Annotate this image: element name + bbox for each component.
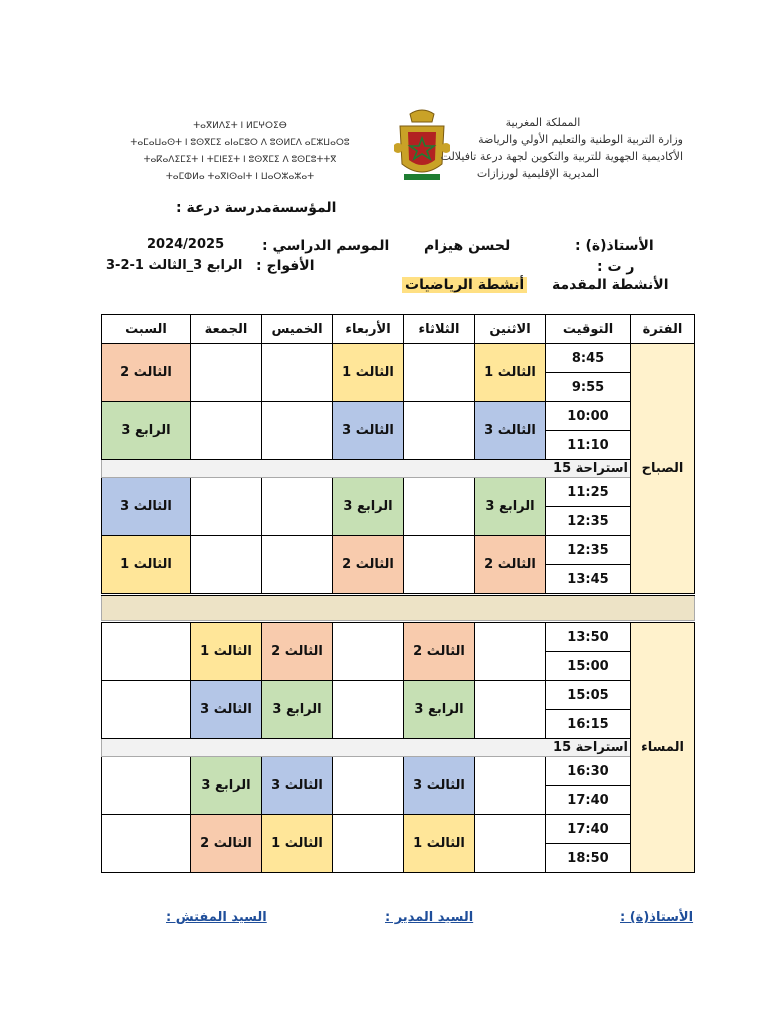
header-tifinagh-line-3: ⵜⴰⴽⴰⴷⵉⵎⵉⵜ ⵏ ⵜⵎⵏⴹⵉⵜ ⵏ ⵓⵙⴳⵎⵉ ⴷ ⵓⵙⵎⵓⵜⵜⴳ [143, 155, 337, 165]
class-cell [262, 536, 333, 594]
class-cell [262, 344, 333, 402]
time-end: 11:10 [546, 431, 631, 460]
evening-period-cell: المساء [631, 623, 695, 873]
class-cell: الثالث 2 [102, 344, 191, 402]
class-cell [475, 623, 546, 681]
rt-label: ر ت : [597, 259, 635, 275]
time-start: 16:30 [546, 757, 631, 786]
class-cell [333, 681, 404, 739]
header-monday: الاثنين [475, 315, 546, 344]
class-cell [191, 402, 262, 460]
activities-highlight: أنشطة الرياضيات [402, 277, 527, 293]
time-start: 11:25 [546, 478, 631, 507]
class-cell: الرابع 3 [333, 478, 404, 536]
time-end: 18:50 [546, 844, 631, 873]
class-cell: الرابع 3 [191, 757, 262, 815]
institution-line [176, 200, 336, 216]
activities-value [402, 277, 527, 293]
header-time: التوقيت [546, 315, 631, 344]
class-cell: الثالث 2 [333, 536, 404, 594]
teacher-label: الأستاذ(ة) : [575, 238, 654, 254]
class-cell [404, 478, 475, 536]
class-cell [102, 757, 191, 815]
schedule-row [102, 815, 695, 844]
header-tuesday: الثلاثاء [404, 315, 475, 344]
time-start: 12:35 [546, 536, 631, 565]
header-friday: الجمعة [191, 315, 262, 344]
class-cell [404, 402, 475, 460]
class-cell: الثالث 3 [404, 757, 475, 815]
class-cell: الثالث 3 [102, 478, 191, 536]
header-arabic-line-3: الأكاديمية الجهوية للتربية والتكوين لجهة درعة تافيلالت [440, 150, 683, 163]
time-end: 16:15 [546, 710, 631, 739]
class-cell: الثالث 1 [404, 815, 475, 873]
schedule-row [102, 344, 695, 373]
time-end: 12:35 [546, 507, 631, 536]
schedule-row [102, 681, 695, 710]
season-label: الموسم الدراسي : [262, 238, 390, 254]
header-period: الفترة [631, 315, 695, 344]
class-cell [191, 344, 262, 402]
class-cell: الرابع 3 [262, 681, 333, 739]
header-arabic-line-1: المملكة المغربية [505, 116, 581, 129]
lunch-row [102, 596, 695, 621]
time-end: 9:55 [546, 373, 631, 402]
schedule-row [102, 623, 695, 652]
schedule-row [102, 757, 695, 786]
class-cell [404, 344, 475, 402]
break-row [102, 460, 695, 478]
season-value: 2024/2025 [147, 237, 225, 252]
schedule-row [102, 536, 695, 565]
time-end: 15:00 [546, 652, 631, 681]
class-cell: الثالث 2 [262, 623, 333, 681]
class-cell [333, 623, 404, 681]
class-cell: الثالث 1 [262, 815, 333, 873]
activities-label: الأنشطة المقدمة [552, 277, 669, 293]
class-cell [475, 757, 546, 815]
schedule-table [101, 314, 695, 873]
header-row [102, 315, 695, 344]
signature-director: السيد المدير : [385, 910, 474, 925]
groups-label: الأفواج : [256, 258, 315, 274]
header-arabic-line-2: وزارة التربية الوطنية والتعليم الأولي والرياضة [478, 133, 683, 146]
morning-period-cell: الصباح [631, 344, 695, 594]
schedule-body [102, 315, 695, 873]
class-cell [102, 681, 191, 739]
class-cell [333, 815, 404, 873]
class-cell: الثالث 3 [262, 757, 333, 815]
class-cell [191, 478, 262, 536]
header-wednesday: الأربعاء [333, 315, 404, 344]
class-cell [475, 815, 546, 873]
class-cell: الثالث 3 [475, 402, 546, 460]
header-tifinagh-line-1: ⵜⴰⴳⵍⴷⵉⵜ ⵏ ⵍⵎⵖⵔⵉⴱ [193, 121, 287, 131]
class-cell [102, 623, 191, 681]
institution-label: المؤسسة [271, 200, 337, 216]
class-cell: الثالث 2 [191, 815, 262, 873]
class-cell: الرابع 3 [404, 681, 475, 739]
lunch-cell [102, 596, 695, 621]
header-saturday: السبت [102, 315, 191, 344]
groups-value: الرابع 3_الثالث 1-2-3 [106, 258, 243, 273]
class-cell [191, 536, 262, 594]
class-cell [102, 815, 191, 873]
signature-teacher: الأستاذ(ة) : [620, 910, 694, 925]
time-start: 17:40 [546, 815, 631, 844]
class-cell: الرابع 3 [475, 478, 546, 536]
class-cell: الثالث 1 [102, 536, 191, 594]
class-cell: الثالث 3 [191, 681, 262, 739]
class-cell: الثالث 2 [404, 623, 475, 681]
class-cell [262, 478, 333, 536]
signature-inspector: السيد المفتش : [166, 910, 267, 925]
header-tifinagh-line-2: ⵜⴰⵎⴰⵡⴰⵙⵜ ⵏ ⵓⵙⴳⵎⵉ ⴰⵏⴰⵎⵓⵔ ⴷ ⵓⵙⵍⵎⴷ ⴰⵎⵣⵡⴰⵔⵓ [130, 138, 350, 148]
class-cell: الثالث 1 [333, 344, 404, 402]
class-cell [475, 681, 546, 739]
class-cell: الثالث 2 [475, 536, 546, 594]
class-cell: الثالث 1 [191, 623, 262, 681]
class-cell: الثالث 3 [333, 402, 404, 460]
time-end: 13:45 [546, 565, 631, 594]
time-start: 15:05 [546, 681, 631, 710]
schedule-row [102, 402, 695, 431]
break-label: استراحة 15 [102, 739, 631, 757]
class-cell [333, 757, 404, 815]
time-start: 8:45 [546, 344, 631, 373]
header-thursday: الخميس [262, 315, 333, 344]
institution-value: مدرسة درعة : [176, 200, 272, 216]
break-label: استراحة 15 [102, 460, 631, 478]
class-cell: الرابع 3 [102, 402, 191, 460]
schedule-row [102, 478, 695, 507]
class-cell: الثالث 1 [475, 344, 546, 402]
class-cell [404, 536, 475, 594]
moroccan-emblem-icon [394, 108, 450, 184]
time-start: 10:00 [546, 402, 631, 431]
teacher-value: لحسن هيزام [424, 238, 511, 254]
time-start: 13:50 [546, 623, 631, 652]
class-cell [262, 402, 333, 460]
time-end: 17:40 [546, 786, 631, 815]
break-row [102, 739, 695, 757]
header-arabic-line-4: المديرية الإقليمية لورزازات [476, 167, 600, 180]
header-tifinagh-line-4: ⵜⴰⵎⵀⵍⴰ ⵜⴰⴳⵏⵙⴰⵏⵜ ⵏ ⵡⴰⵔⵣⴰⵣⴰⵜ [165, 172, 315, 182]
